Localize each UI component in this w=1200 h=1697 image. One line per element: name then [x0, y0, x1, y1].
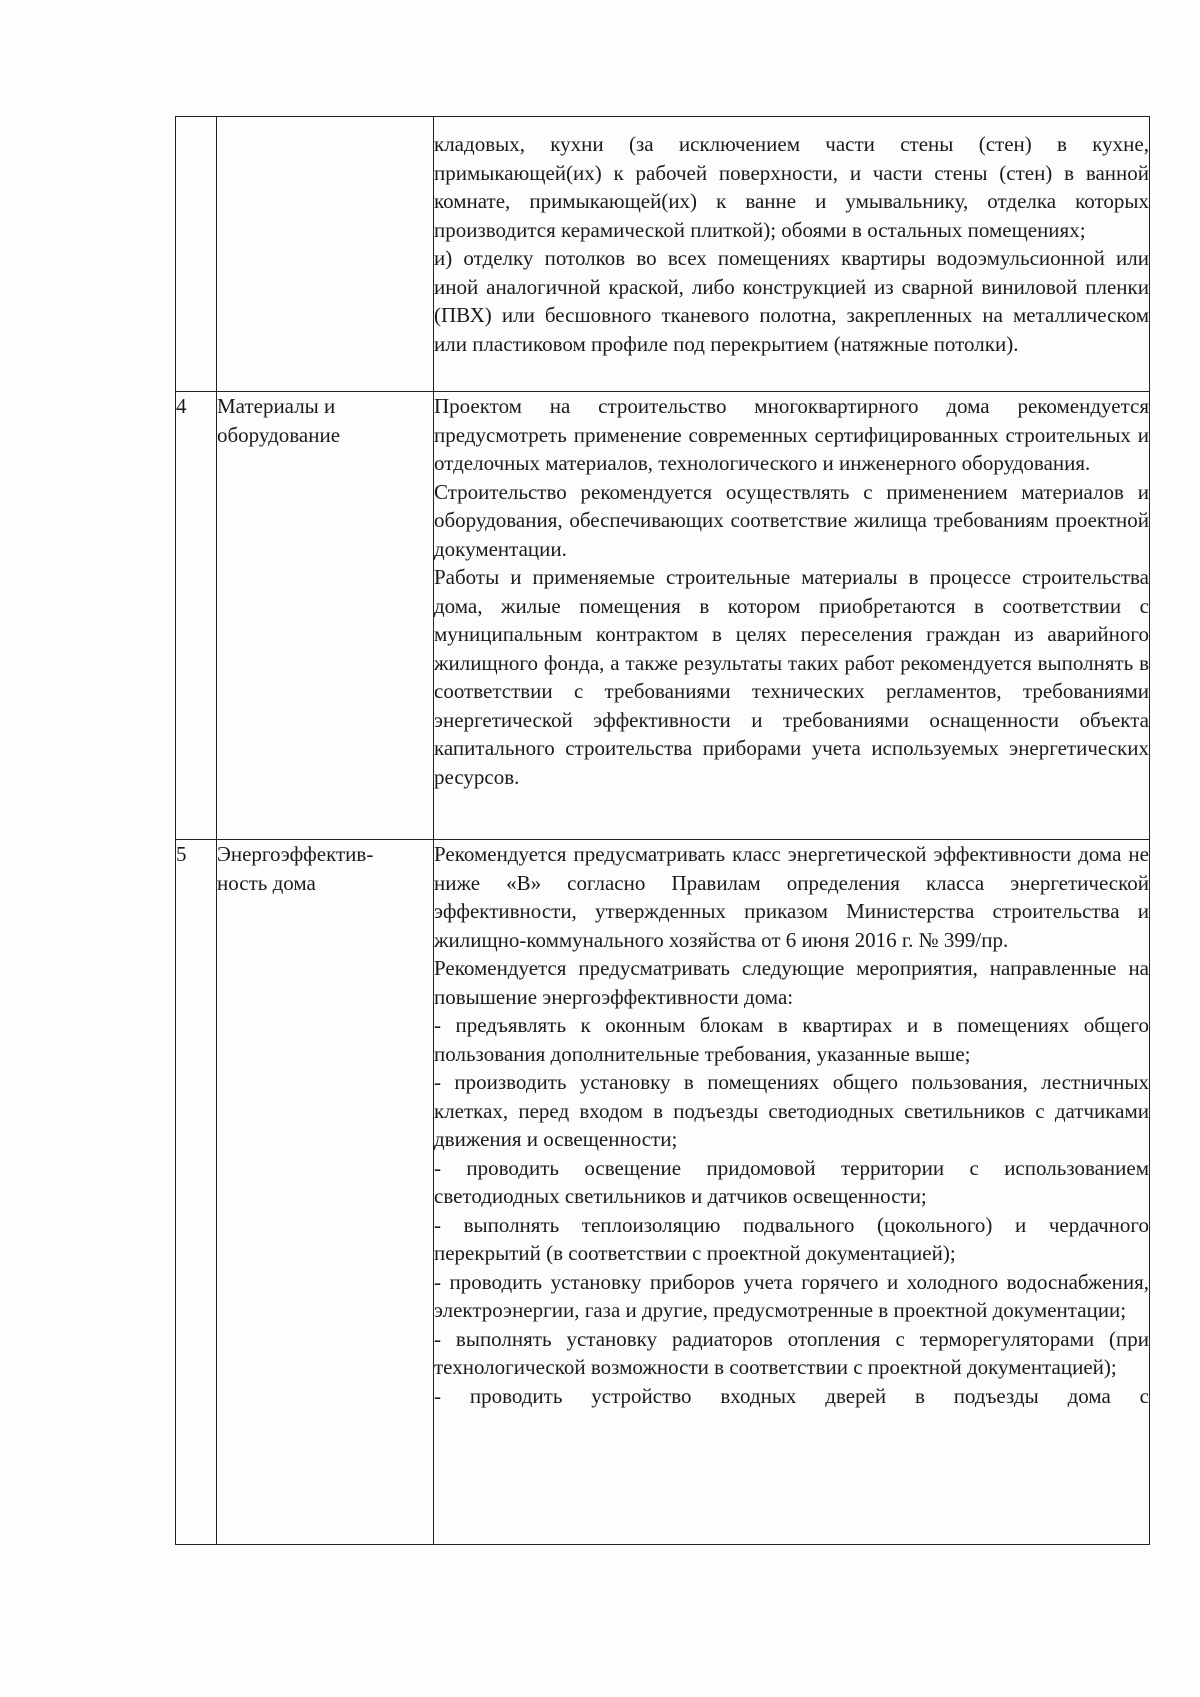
row-title [217, 117, 434, 392]
row-description [434, 117, 1150, 392]
paragraph: Работы и применяемые строительные материалы в процессе строительства дома, жилые помещения в котором приобретаются в соответствии с муниципальным контрактом в целях переселения граждан из аварийного жилищного фонда, а также результаты таких работ рекомендуется выполнять в соответствии с требованиями технических регламентов, требованиями энергетической эффективности и требованиями оснащенности объекта капитального строительства приборами учета используемых энергетических ресурсов. [434, 565, 1149, 789]
list-item: - проводить установку приборов учета горячего и холодного водоснабжения, электроэнергии, газа и другие, предусмотренные в проектной документации; [434, 1269, 1149, 1322]
list-item: - проводить устройство входных дверей в подъезды дома с [434, 1383, 1149, 1408]
row-number: 4 [176, 392, 217, 840]
row-title-line: Энергоэффектив- [217, 842, 374, 866]
list-item: - предъявлять к оконным блокам в квартирах и в помещениях общего пользования дополнительные требования, указанные выше; [434, 1013, 1149, 1066]
list-item: - производить установку в помещениях общего пользования, лестничных клетках, перед входом в подъезды светодиодных светильников с датчиками движения и освещенности; [434, 1070, 1149, 1151]
table-row [176, 840, 1150, 1545]
row-number [176, 117, 217, 392]
table-row [176, 392, 1150, 840]
list-item: - проводить освещение придомовой территории с использованием светодиодных светильников и датчиков освещенности; [434, 1155, 1149, 1208]
row-title-line: ность дома [217, 870, 316, 895]
paragraph: Проектом на строительство многоквартирного дома рекомендуется предусмотреть применение современных сертифицированных строительных и отделочных материалов, технологического и инженерного оборудования. [434, 394, 1149, 475]
paragraph: кладовых, кухни (за исключением части стены (стен) в кухне, примыкающей(их) к рабочей поверхности, и части стены (стен) в ванной комнате, примыкающей(их) к ванне и умывальнику, отделка которых производится керамической плиткой); обоями в остальных помещениях; [434, 132, 1149, 242]
paragraph: и) отделку потолков во всех помещениях квартиры водоэмульсионной или иной аналогичной краской, либо конструкцией из сварной виниловой пленки (ПВХ) или бесшовного тканевого полотна, закрепленных на металлическом или пластиковом профиле под перекрытием (натяжные потолки). [434, 246, 1149, 356]
table-row [176, 117, 1150, 392]
requirements-table [175, 116, 1150, 1545]
row-title [217, 840, 434, 1545]
row-description [434, 392, 1150, 840]
paragraph: Рекомендуется предусматривать следующие мероприятия, направленные на повышение энергоэффективности дома: [434, 956, 1149, 1009]
list-item: - выполнять установку радиаторов отопления с терморегуляторами (при технологической возможности в соответствии с проектной документацией); [434, 1326, 1149, 1379]
list-item: - выполнять теплоизоляцию подвального (цокольного) и чердачного перекрытий (в соответствии с проектной документацией); [434, 1212, 1149, 1265]
paragraph: Строительство рекомендуется осуществлять с применением материалов и оборудования, обеспечивающих соответствие жилища требованиям проектной документации. [434, 479, 1149, 561]
row-description [434, 840, 1150, 1545]
row-title: Материалы и оборудование [217, 392, 434, 840]
paragraph: Рекомендуется предусматривать класс энергетической эффективности дома не ниже «В» согласно Правилам определения класса энергетической эффективности, утвержденных приказом Министерства строительства и жилищно-коммунального хозяйства от 6 июня 2016 г. № 399/пр. [434, 842, 1149, 952]
row-number: 5 [176, 840, 217, 1545]
